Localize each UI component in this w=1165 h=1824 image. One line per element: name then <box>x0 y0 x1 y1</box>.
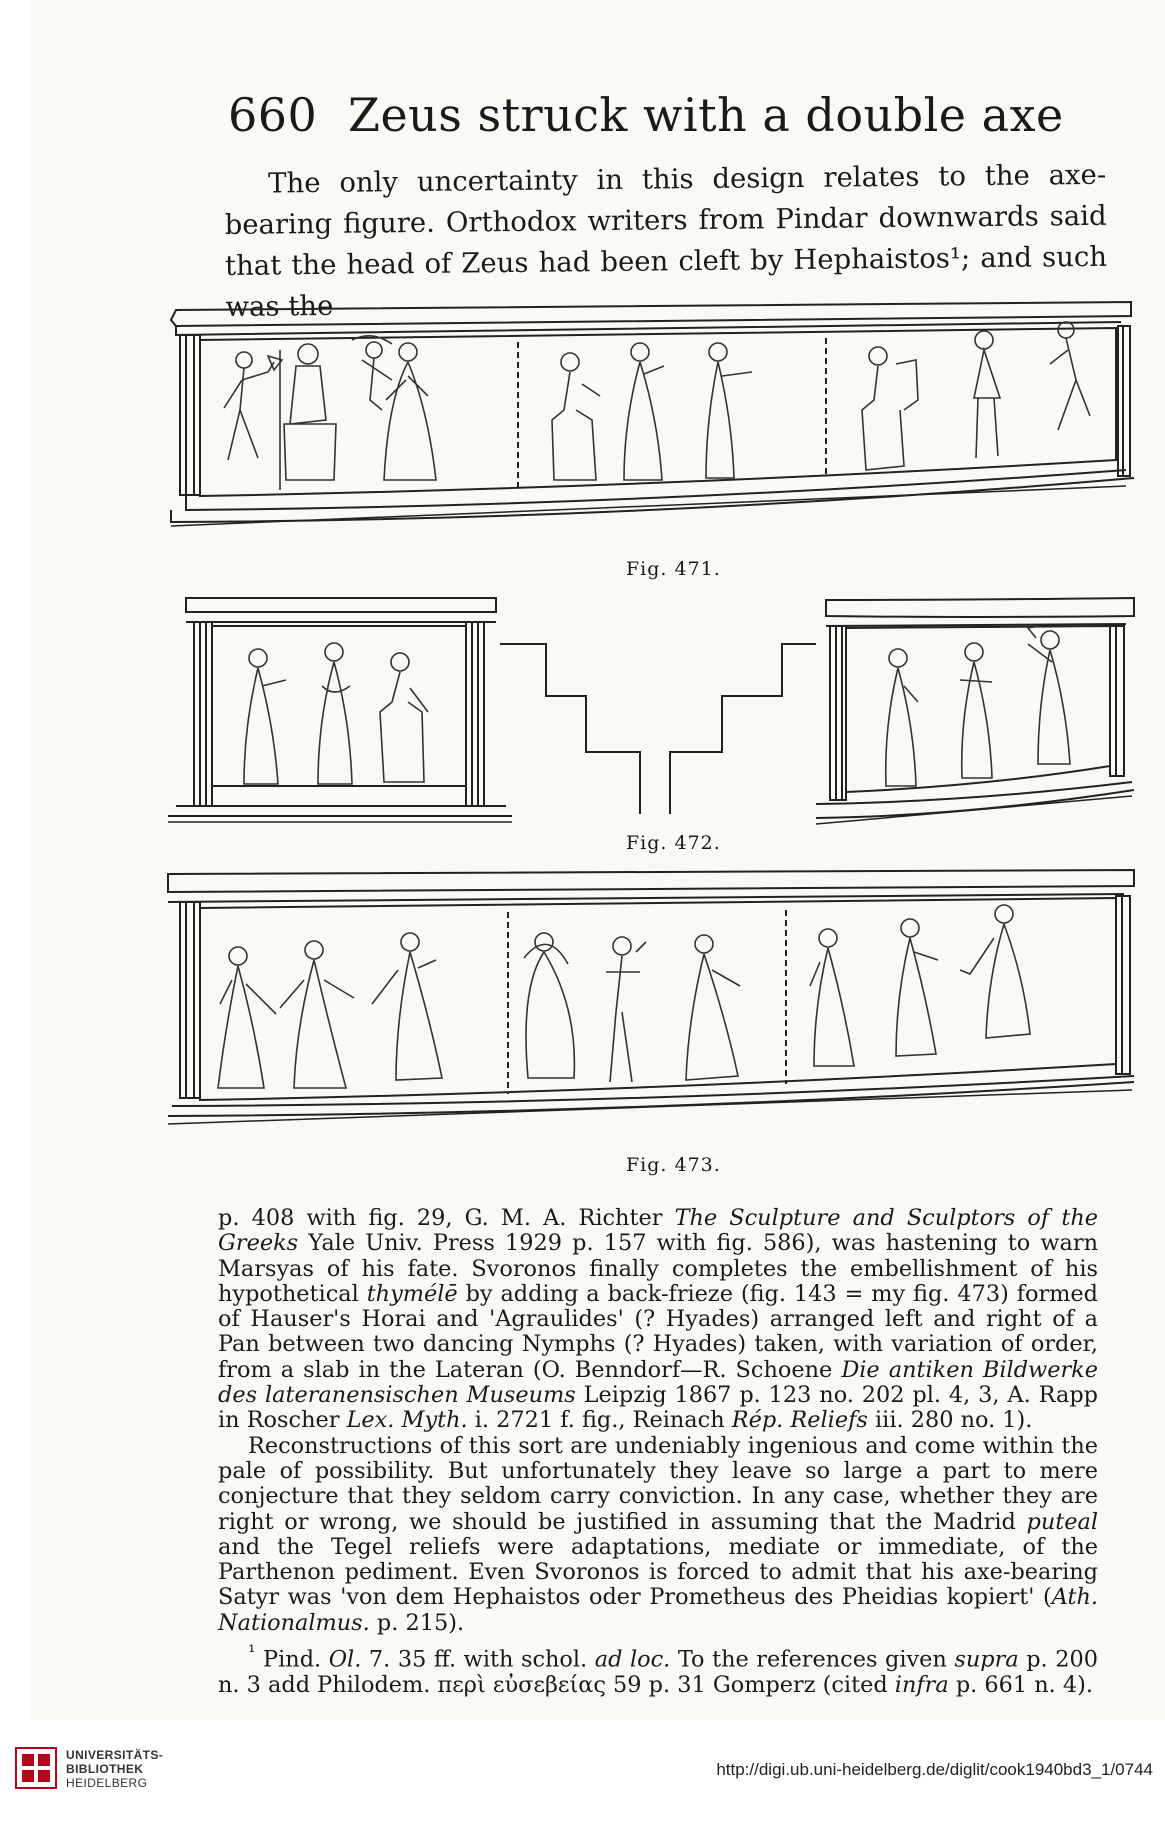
page-header <box>228 88 1088 142</box>
figure-473 <box>166 868 1136 1138</box>
note-text: p. 200 n. 3 add Philodem. περὶ εὐσεβείας 59 p. 31 Gomperz (cited <box>218 1646 1098 1698</box>
note-paragraph-1 <box>218 1206 1098 1434</box>
note-term-italic: infra <box>894 1671 949 1698</box>
permalink-url[interactable]: http://digi.ub.uni-heidelberg.de/diglit/cook1940bd3_1/0744 <box>716 1760 1153 1779</box>
note-text: by adding a back-frieze (fig. 143 = my fig. 473) formed of Hauser's Horai and 'Agraulides' (? Hyades) arranged left and right of a Pan between two dancing Nymphs (? Hyades) taken, with variation of order, from a slab in the Lateran (O. Benndorf—R. Schoene <box>218 1280 1098 1383</box>
footnote-1 <box>218 1640 1098 1698</box>
frieze-471-illustration <box>166 300 1136 550</box>
note-title-italic: Rép. Reliefs <box>731 1407 868 1434</box>
note-text: p. 215). <box>369 1609 465 1636</box>
note-text: p. 408 with fig. 29, G. M. A. Richter <box>218 1205 675 1231</box>
note-text: p. 661 n. 4). <box>948 1671 1093 1698</box>
frieze-473-illustration <box>166 868 1136 1138</box>
note-paragraph-2 <box>218 1434 1098 1636</box>
note-term-italic: puteal <box>1026 1508 1098 1535</box>
note-text: Reconstructions of this sort are undeniably ingenious and come within the pale of possibility. But unfortunately they leave so large a part to mere conjecture that they seldom carry conviction. In any case, whether they are right or wrong, we should be justified in assuming that the Madrid <box>218 1432 1098 1535</box>
footnote-marker: ¹ <box>248 1642 256 1664</box>
frieze-472-illustration <box>166 596 1136 828</box>
note-text: iii. 280 no. 1). <box>867 1407 1033 1434</box>
figure-472 <box>166 596 1136 828</box>
library-name[interactable] <box>66 1748 163 1790</box>
figure-471 <box>166 300 1136 550</box>
note-text: Pind. <box>255 1646 329 1673</box>
note-title-italic: Ol. <box>328 1646 362 1673</box>
note-title-italic: The Sculpture and Sculptors of the Greeks <box>218 1205 1098 1257</box>
note-text: To the references given <box>670 1646 955 1673</box>
note-title-italic: Ath. Nationalmus. <box>218 1584 1098 1636</box>
intro-text: The only uncertainty in this design relates to the axe-bearing figure. Orthodox writers from Pindar downwards said that the head of Zeus had been cleft by Hephaistos¹; and such was the <box>224 158 1108 323</box>
note-text: and the Tegel reliefs were adaptations, mediate or immediate, of the Parthenon pediment. Even Svoronos is forced to admit that his axe-bearing Satyr was 'von dem Hephaistos oder Prometheus des Pheidias kopiert' ( <box>218 1533 1098 1611</box>
note-term-italic: thymélē <box>366 1280 458 1307</box>
note-text: Yale Univ. Press 1929 p. 157 with fig. 586), was hastening to warn Marsyas of his fate. Svoronos finally completes the embellishment of his hypothetical <box>218 1230 1098 1307</box>
figure-473-caption: Fig. 473. <box>626 1154 721 1176</box>
heidelberg-library-logo-icon[interactable] <box>14 1746 58 1790</box>
page-title: Zeus struck with a double axe <box>348 88 1064 142</box>
note-title-italic: Die antiken Bildwerke des lateranensischen Museums <box>218 1356 1098 1409</box>
note-title-italic: Lex. Myth. <box>346 1407 468 1434</box>
viewer-footer <box>0 1728 1165 1824</box>
footnote-block <box>218 1206 1098 1698</box>
library-name-line: UNIVERSITÄTS- <box>66 1748 164 1762</box>
library-name-line: BIBLIOTHEK <box>66 1762 144 1776</box>
figure-471-caption: Fig. 471. <box>626 558 721 580</box>
note-text: Leipzig 1867 p. 123 no. 202 pl. 4, 3, A. Rapp in Roscher <box>218 1382 1098 1434</box>
figure-472-caption: Fig. 472. <box>626 832 721 854</box>
library-name-line: HEIDELBERG <box>66 1776 148 1790</box>
note-text: 7. 35 ff. with schol. <box>361 1646 595 1673</box>
note-term-italic: ad loc. <box>594 1646 671 1673</box>
note-term-italic: supra <box>954 1646 1019 1673</box>
page-number: 660 <box>228 88 318 142</box>
note-text: i. 2721 f. fig., Reinach <box>467 1407 732 1434</box>
